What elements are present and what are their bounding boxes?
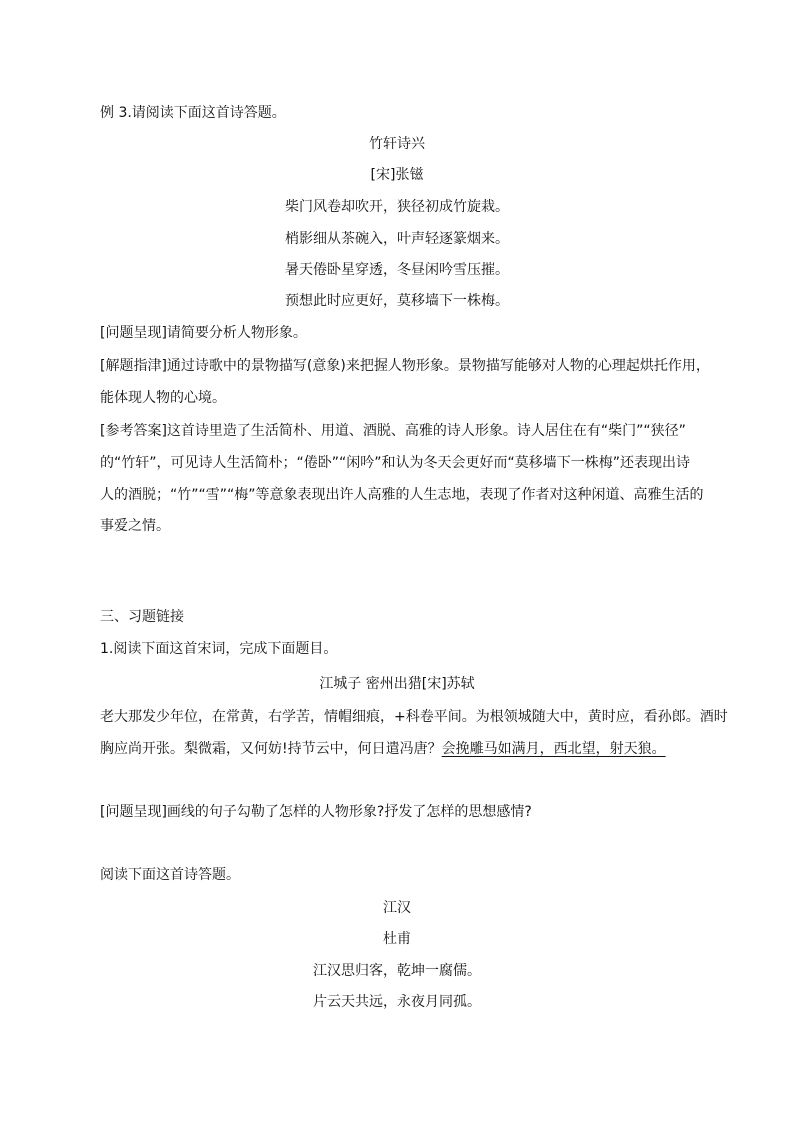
- underlined-sentence: 会挽雕马如满月，西北望，射天狼。: [441, 741, 666, 757]
- ci-text-plain: 胸应尚开张。梨微霜，又何妨!持节云中，何日遣冯唐？: [100, 741, 442, 757]
- example-intro: 例 3.请阅读下面这首诗答题。: [100, 105, 286, 121]
- poem-line: 预想此时应更好，莫移墙下一株梅。: [285, 293, 509, 309]
- answer-text: 的“竹轩”，可见诗人生活简朴；“倦卧”“闲吟”和认为冬天会更好而“莫移墙下一株梅”还表现出诗: [100, 455, 691, 471]
- poem-line: 柴门风卷却吹开，狭径初成竹旋栽。: [285, 199, 509, 215]
- question-intro: 阅读下面这首诗答题。: [100, 867, 240, 883]
- ci-title: 江城子 密州出猎[宋]苏轼: [319, 676, 475, 692]
- poem-author: [宋]张镃: [370, 167, 424, 183]
- section-heading: 三、习题链接: [100, 609, 184, 625]
- guide-text: [解题指津]通过诗歌中的景物描写(意象)来把握人物形象。景物描写能够对人物的心理起烘托作用，: [100, 358, 710, 374]
- poem2-author: 杜甫: [383, 931, 411, 947]
- question-text: [问题呈现]请简要分析人物形象。: [100, 325, 307, 341]
- ci-text-line: 老大那发少年位，在常黄，右学苦，情帽细痕，+科卷平间。为根领城随大中，黄时应，看孙郎。酒时: [100, 709, 728, 725]
- poem2-line: 片云天共远，永夜月同孤。: [313, 994, 481, 1010]
- poem2-line: 江汉思归客，乾坤一腐儒。: [313, 963, 481, 979]
- question-intro: 1.阅读下面这首宋词，完成下面题目。: [100, 641, 338, 657]
- poem-line: 梢影细从茶碗入，叶声轻逐篆烟来。: [285, 231, 509, 247]
- poem-line: 暑天倦卧星穿透，冬昼闲吟雪压摧。: [285, 262, 509, 278]
- guide-text: 能体现人物的心境。: [100, 390, 226, 406]
- answer-text: [参考答案]这首诗里造了生活简朴、用道、酒脱、高雅的诗人形象。诗人居住在有“柴门”“狭径”: [100, 423, 686, 439]
- question-text: [问题呈现]画线的句子勾勒了怎样的人物形象?抒发了怎样的思想感情?: [100, 804, 532, 820]
- ci-text-line: [100, 740, 720, 758]
- answer-text: 事爱之情。: [100, 518, 170, 534]
- answer-text: 人的酒脱；“竹”“雪”“梅”等意象表现出许人高雅的人生志地，表现了作者对这种闲道、高雅生活的: [100, 487, 704, 503]
- poem-title: 竹轩诗兴: [369, 136, 425, 152]
- poem2-title: 江汉: [383, 900, 411, 916]
